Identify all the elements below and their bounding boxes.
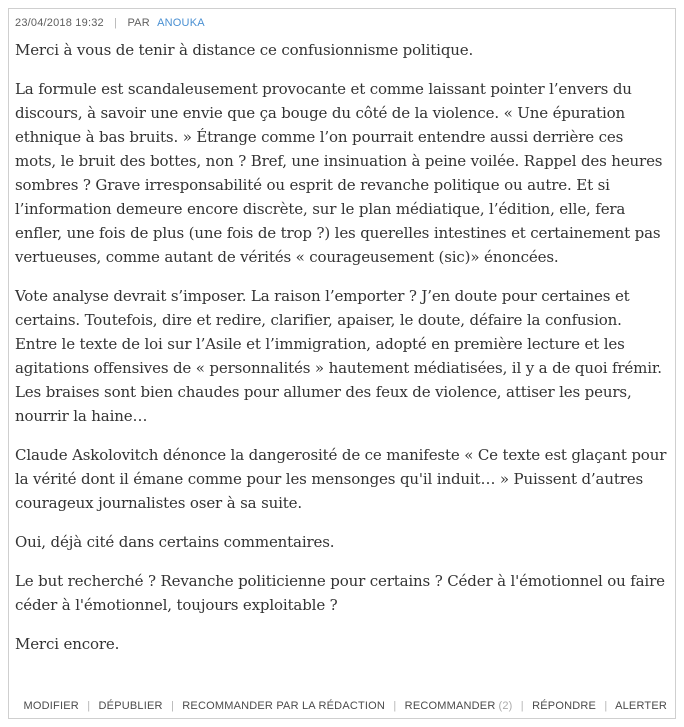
comment-paragraph: Vote analyse devrait s’imposer. La raison l’emporter ? J’en doute pour certaines et certains. Toutefois, dire et redire, clarifier, apaiser, le doute, défaire la confusion. Entre le texte de loi sur l’Asile et l’immigration, adopté en première lecture et les agitations offensives de « personnalités » hautement médiatisées, il y a de quoi frémir. Les braises sont bien chaudes pour allumer des feux de violence, attiser les peurs, nourrir la haine… — [15, 287, 662, 425]
comment-paragraph: Merci à vous de tenir à distance ce confusionnisme politique. — [15, 41, 474, 59]
author-link[interactable]: ANOUKA — [157, 17, 205, 29]
action-separator: | — [87, 700, 91, 712]
comment-paragraph: Oui, déjà cité dans certains commentaires. — [15, 533, 335, 551]
action-modifier[interactable]: MODIFIER — [23, 700, 79, 712]
action-recommander-label: RECOMMANDER — [404, 700, 496, 712]
comment-date: 23/04/2018 19:32 — [15, 17, 104, 29]
action-separator: | — [170, 700, 174, 712]
action-alerter[interactable]: ALERTER — [615, 700, 667, 712]
action-separator: | — [520, 700, 524, 712]
comment-paragraph: Merci encore. — [15, 635, 120, 653]
comment-body — [15, 38, 667, 656]
comment-paragraph: La formule est scandaleusement provocante et comme laissant pointer l’envers du discours, à savoir une envie que ça bouge du côté de la violence. « Une épuration ethnique à bas bruits. » Étrange comme l’on pourrait entendre aussi derrière ces mots, le bruit des bottes, non ? Bref, une insinuation à peine voilée. Rappel des heures sombres ? Grave irresponsabilité ou esprit de revanche politique ou autre. Et si l’information demeure encore discrète, sur le plan médiatique, l’édition, elle, fera enfler, une fois de plus (une fois de trop ?) les querelles intestines et certainement pas vertueuses, comme autant de vérités « courageusement (sic)» énoncées. — [15, 80, 663, 266]
action-recommander-redaction[interactable]: RECOMMANDER PAR LA RÉDACTION — [182, 700, 386, 712]
comment-card — [8, 8, 676, 719]
meta-separator: | — [114, 17, 118, 29]
comment-actions — [24, 700, 667, 712]
action-separator: | — [393, 700, 397, 712]
action-repondre[interactable]: RÉPONDRE — [532, 700, 597, 712]
comment-meta — [15, 15, 667, 29]
comment-paragraph: Claude Askolovitch dénonce la dangerosité de ce manifeste « Ce texte est glaçant pour la vérité dont il émane comme pour les mensonges qu'il induit… » Puissent d’autres courageux journalistes oser à sa suite. — [15, 446, 667, 512]
action-recommander[interactable] — [405, 700, 513, 712]
action-separator: | — [604, 700, 608, 712]
byline-label: PAR — [127, 17, 150, 29]
comment-paragraph: Le but recherché ? Revanche politicienne pour certains ? Céder à l'émotionnel ou faire céder à l'émotionnel, toujours exploitable ? — [15, 572, 665, 614]
action-depublier[interactable]: DÉPUBLIER — [98, 700, 163, 712]
recommend-count: (2) — [498, 700, 513, 712]
